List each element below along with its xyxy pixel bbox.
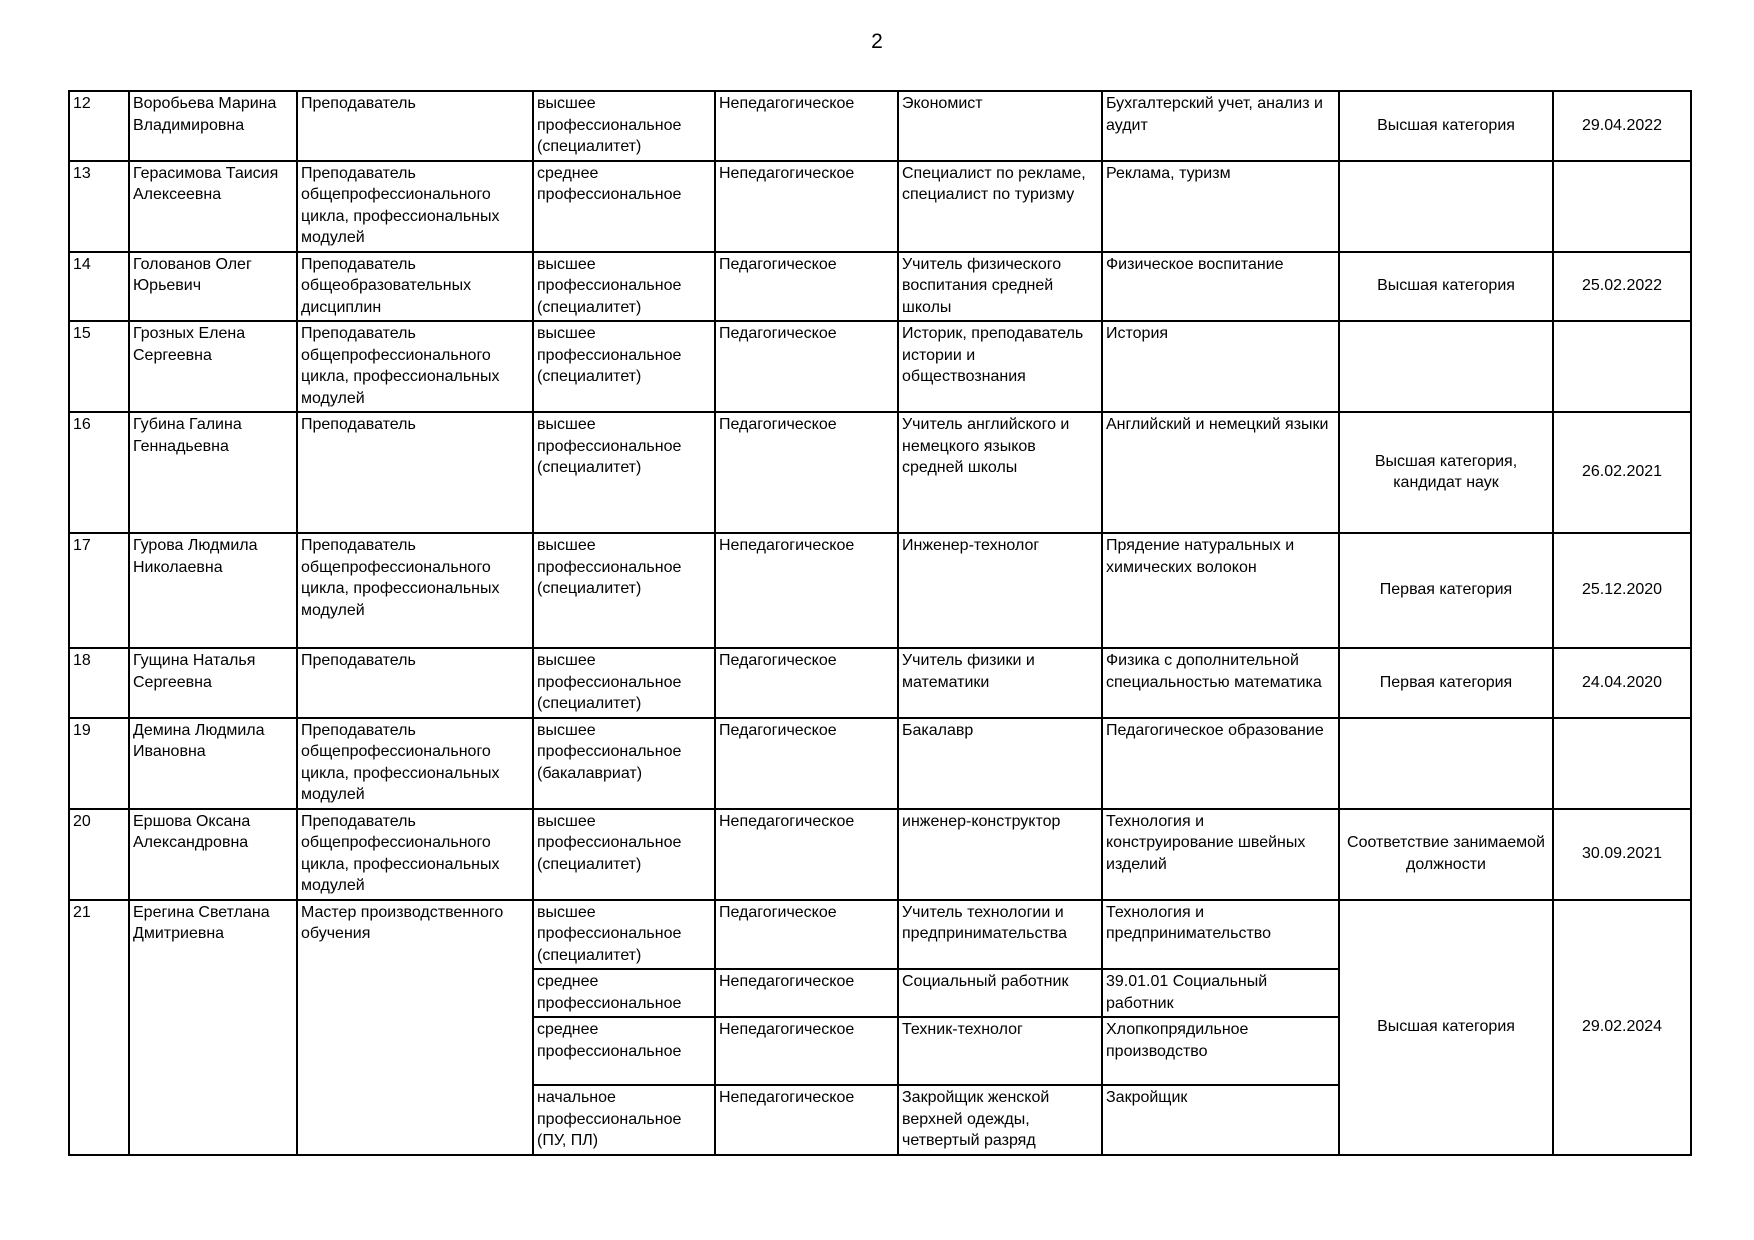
attestation-date: 29.04.2022 (1553, 91, 1691, 161)
qualification-category: Высшая категория, кандидат наук (1339, 412, 1553, 533)
specialty: Закройщик (1102, 1085, 1339, 1155)
qualification-category: Высшая категория (1339, 91, 1553, 161)
teacher-name: Губина Галина Геннадьевна (129, 412, 297, 533)
teacher-name: Демина Людмила Ивановна (129, 718, 297, 809)
teacher-position: Преподаватель общепрофессионального цикла, профессиональных модулей (297, 718, 533, 809)
table-row (69, 718, 1691, 809)
education-type: Непедагогическое (715, 1085, 898, 1155)
qualification-category (1339, 718, 1553, 809)
education-level: высшее профессиональное (специалитет) (533, 321, 715, 412)
row-number: 16 (69, 412, 129, 533)
teacher-name: Голованов Олег Юрьевич (129, 252, 297, 322)
teacher-name: Гурова Людмила Николаевна (129, 533, 297, 648)
table-row (69, 533, 1691, 648)
specialty: Бухгалтерский учет, анализ и аудит (1102, 91, 1339, 161)
row-number: 21 (69, 900, 129, 1155)
qualification: Инженер-технолог (898, 533, 1102, 648)
qualification: Учитель английского и немецкого языков средней школы (898, 412, 1102, 533)
education-type: Педагогическое (715, 718, 898, 809)
education-type: Непедагогическое (715, 533, 898, 648)
attestation-date: 25.02.2022 (1553, 252, 1691, 322)
specialty: Английский и немецкий языки (1102, 412, 1339, 533)
education-level: высшее профессиональное (специалитет) (533, 91, 715, 161)
education-level: высшее профессиональное (специалитет) (533, 809, 715, 900)
attestation-date: 30.09.2021 (1553, 809, 1691, 900)
specialty: Технология и предпринимательство (1102, 900, 1339, 970)
specialty: 39.01.01 Социальный работник (1102, 969, 1339, 1017)
education-level: начальное профессиональное (ПУ, ПЛ) (533, 1085, 715, 1155)
qualification: Техник-технолог (898, 1017, 1102, 1085)
education-type: Непедагогическое (715, 969, 898, 1017)
teacher-position: Преподаватель общепрофессионального цикла, профессиональных модулей (297, 321, 533, 412)
attestation-date (1553, 718, 1691, 809)
row-number: 20 (69, 809, 129, 900)
specialty: Педагогическое образование (1102, 718, 1339, 809)
row-number: 14 (69, 252, 129, 322)
teacher-name: Воробьева Марина Владимировна (129, 91, 297, 161)
education-level: высшее профессиональное (специалитет) (533, 648, 715, 718)
education-type: Педагогическое (715, 321, 898, 412)
table-row (69, 252, 1691, 322)
qualification-category: Высшая категория (1339, 252, 1553, 322)
qualification: Специалист по рекламе, специалист по туризму (898, 161, 1102, 252)
qualification-category: Соответствие занимаемой должности (1339, 809, 1553, 900)
specialty: Прядение натуральных и химических волокон (1102, 533, 1339, 648)
attestation-date (1553, 161, 1691, 252)
specialty: Физика с дополнительной специальностью математика (1102, 648, 1339, 718)
education-level: среднее профессиональное (533, 161, 715, 252)
teacher-position: Преподаватель (297, 412, 533, 533)
qualification: Экономист (898, 91, 1102, 161)
education-type: Непедагогическое (715, 161, 898, 252)
teacher-position: Преподаватель общеобразовательных дисциплин (297, 252, 533, 322)
row-number: 12 (69, 91, 129, 161)
teacher-name: Ерегина Светлана Дмитриевна (129, 900, 297, 1155)
specialty: Реклама, туризм (1102, 161, 1339, 252)
table-row (69, 809, 1691, 900)
qualification: инженер-конструктор (898, 809, 1102, 900)
education-level: высшее профессиональное (специалитет) (533, 533, 715, 648)
teacher-position: Преподаватель общепрофессионального цикла, профессиональных модулей (297, 533, 533, 648)
teacher-position: Преподаватель (297, 648, 533, 718)
qualification: Социальный работник (898, 969, 1102, 1017)
attestation-date: 26.02.2021 (1553, 412, 1691, 533)
qualification-category: Первая категория (1339, 533, 1553, 648)
qualification-category: Высшая категория (1339, 900, 1553, 1155)
specialty: Технология и конструирование швейных изделий (1102, 809, 1339, 900)
qualification: Учитель физики и математики (898, 648, 1102, 718)
qualification-category: Первая категория (1339, 648, 1553, 718)
teacher-name: Герасимова Таисия Алексеевна (129, 161, 297, 252)
table-row (69, 648, 1691, 718)
education-type: Педагогическое (715, 252, 898, 322)
qualification: Учитель технологии и предпринимательства (898, 900, 1102, 970)
table-row (69, 900, 1691, 970)
row-number: 13 (69, 161, 129, 252)
teacher-name: Ершова Оксана Александровна (129, 809, 297, 900)
attestation-date: 29.02.2024 (1553, 900, 1691, 1155)
qualification: Историк, преподаватель истории и обществознания (898, 321, 1102, 412)
qualification-category (1339, 161, 1553, 252)
qualification: Закройщик женской верхней одежды, четвертый разряд (898, 1085, 1102, 1155)
teacher-position: Мастер производственного обучения (297, 900, 533, 1155)
education-type: Непедагогическое (715, 809, 898, 900)
row-number: 18 (69, 648, 129, 718)
row-number: 17 (69, 533, 129, 648)
education-type: Педагогическое (715, 412, 898, 533)
attestation-date (1553, 321, 1691, 412)
teacher-name: Грозных Елена Сергеевна (129, 321, 297, 412)
table-row (69, 161, 1691, 252)
education-type: Педагогическое (715, 648, 898, 718)
attestation-date: 25.12.2020 (1553, 533, 1691, 648)
row-number: 19 (69, 718, 129, 809)
teacher-position: Преподаватель (297, 91, 533, 161)
teacher-position: Преподаватель общепрофессионального цикла, профессиональных модулей (297, 161, 533, 252)
education-level: высшее профессиональное (специалитет) (533, 252, 715, 322)
page-number: 2 (871, 30, 883, 53)
qualification-category (1339, 321, 1553, 412)
education-level: среднее профессиональное (533, 969, 715, 1017)
qualification: Бакалавр (898, 718, 1102, 809)
row-number: 15 (69, 321, 129, 412)
table-row (69, 321, 1691, 412)
specialty: Хлопкопрядильное производство (1102, 1017, 1339, 1085)
attestation-date: 24.04.2020 (1553, 648, 1691, 718)
teacher-position: Преподаватель общепрофессионального цикла, профессиональных модулей (297, 809, 533, 900)
education-level: среднее профессиональное (533, 1017, 715, 1085)
table-row (69, 412, 1691, 533)
teacher-name: Гущина Наталья Сергеевна (129, 648, 297, 718)
qualification: Учитель физического воспитания средней школы (898, 252, 1102, 322)
education-type: Непедагогическое (715, 91, 898, 161)
education-type: Педагогическое (715, 900, 898, 970)
staff-table (68, 90, 1692, 1156)
table-row (69, 91, 1691, 161)
education-level: высшее профессиональное (специалитет) (533, 900, 715, 970)
specialty: История (1102, 321, 1339, 412)
education-level: высшее профессиональное (специалитет) (533, 412, 715, 533)
education-level: высшее профессиональное (бакалавриат) (533, 718, 715, 809)
education-type: Непедагогическое (715, 1017, 898, 1085)
specialty: Физическое воспитание (1102, 252, 1339, 322)
